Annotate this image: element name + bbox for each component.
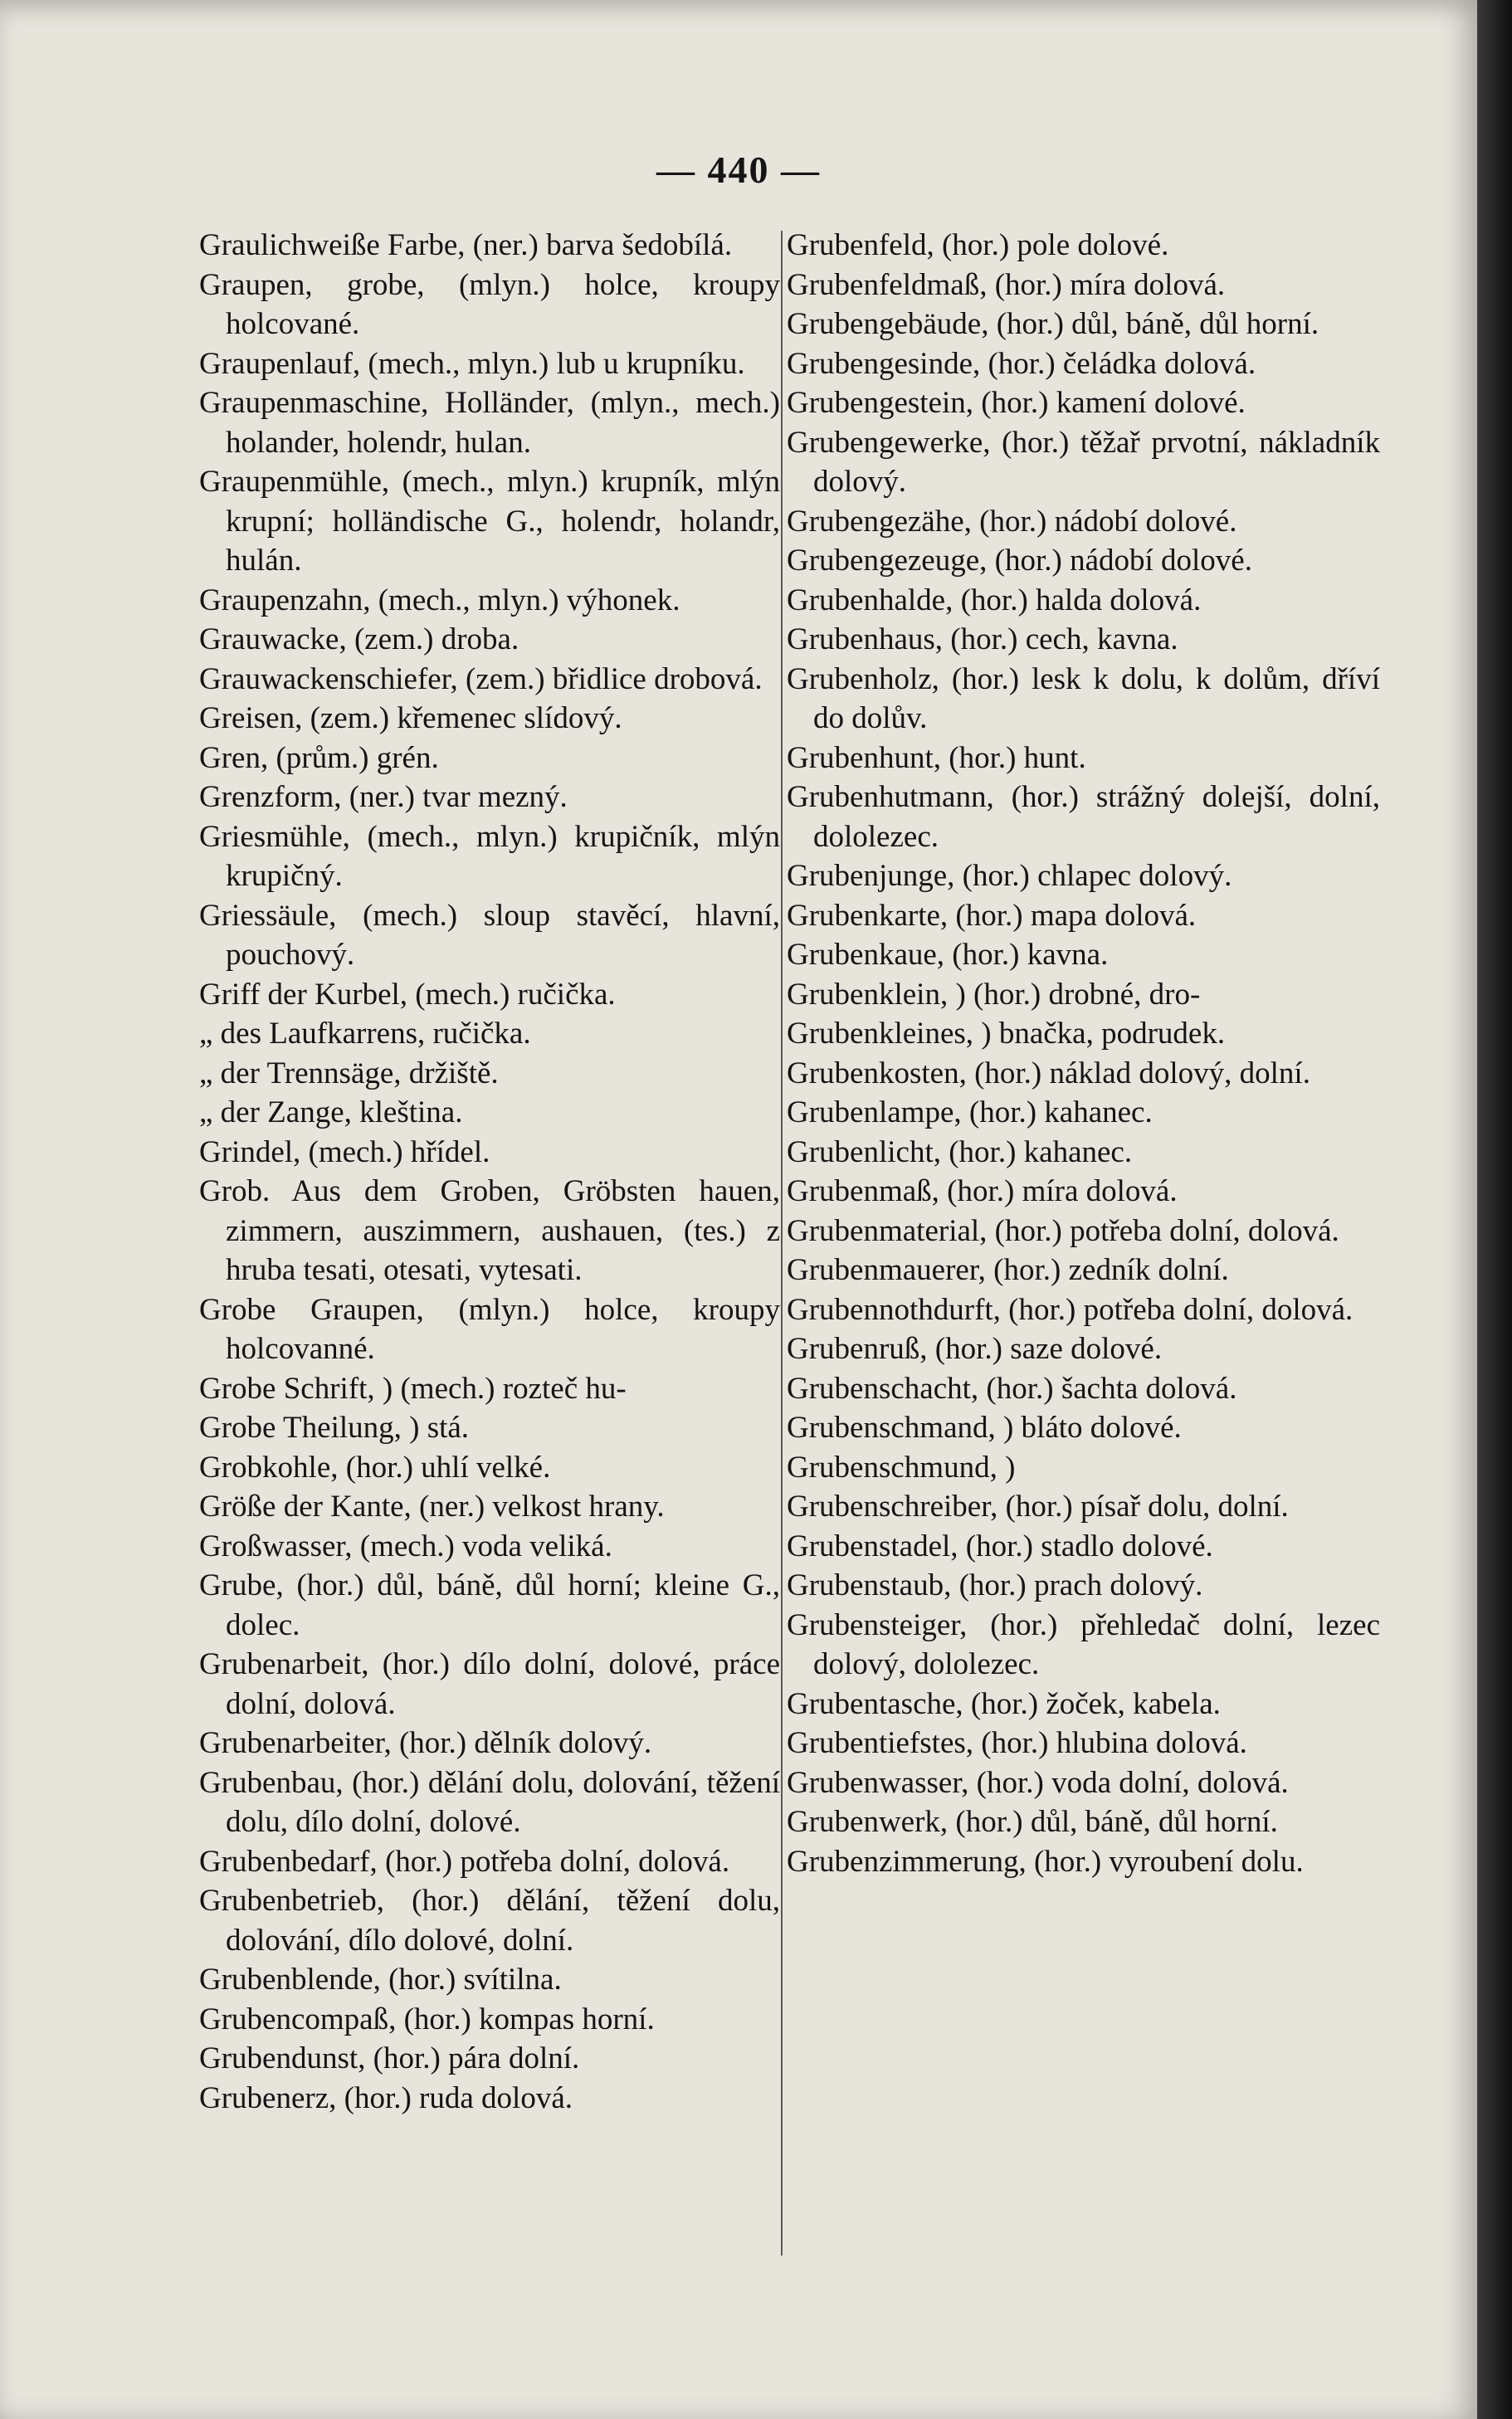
- dictionary-entry: Größe der Kante, (ner.) velkost hrany.: [199, 1490, 665, 1524]
- book-edge: [1477, 0, 1512, 2419]
- dictionary-entry: Grube, (hor.) důl, báně, důl horní; kleine G., dolec.: [199, 1568, 780, 1642]
- dictionary-entry: Grauwackenschiefer, (zem.) břidlice drobová.: [199, 661, 763, 696]
- column-divider: [781, 231, 783, 2256]
- dictionary-entry: Grubenmaß, (hor.) míra dolová.: [787, 1174, 1178, 1208]
- dictionary-entry: Grobe Schrift, ) (mech.) rozteč hu-: [199, 1371, 627, 1406]
- dictionary-entry: Graupen, grobe, (mlyn.) holce, kroupy holcované.: [199, 267, 780, 341]
- dictionary-entry: Grubenwerk, (hor.) důl, báně, důl horní.: [787, 1805, 1278, 1839]
- dictionary-entry: Grubenhunt, (hor.) hunt.: [787, 740, 1086, 775]
- dictionary-entry: Grubenzimmerung, (hor.) vyroubení dolu.: [787, 1844, 1304, 1879]
- dictionary-entry: Grubenstaub, (hor.) prach dolový.: [787, 1568, 1203, 1602]
- dictionary-entry: Graupenlauf, (mech., mlyn.) lub u krupníku.: [199, 346, 745, 381]
- dictionary-entry: Grubengebäude, (hor.) důl, báně, důl horní.: [787, 307, 1319, 341]
- dictionary-entry: Grubenkaue, (hor.) kavna.: [787, 938, 1109, 972]
- dictionary-entry: Grob. Aus dem Groben, Gröbsten hauen, zimmern, auszimmern, aushauen, (tes.) z hruba tesati, otesati, vytesati.: [199, 1174, 780, 1287]
- dictionary-entry: Grubenmauerer, (hor.) zedník dolní.: [787, 1253, 1229, 1287]
- dictionary-entry: Grenzform, (ner.) tvar mezný.: [199, 780, 568, 814]
- right-column: [787, 226, 1380, 1881]
- dictionary-entry: Grubenschacht, (hor.) šachta dolová.: [787, 1371, 1237, 1406]
- dictionary-entry: Grobe Theilung, ) stá.: [199, 1411, 470, 1445]
- dictionary-entry: Grubenstadel, (hor.) stadlo dolové.: [787, 1529, 1213, 1563]
- dictionary-entry: „ der Trennsäge, držiště.: [199, 1056, 499, 1090]
- dictionary-entry: Grubenschmund, ): [787, 1450, 1016, 1485]
- dictionary-entry: Grubensteiger, (hor.) přehledač dolní, lezec dolový, dololezec.: [787, 1607, 1380, 1681]
- dictionary-entry: Grubenbedarf, (hor.) potřeba dolní, dolová.: [199, 1844, 730, 1879]
- dictionary-entry: Grubenbau, (hor.) dělání dolu, dolování, těžení dolu, dílo dolní, dolové.: [199, 1765, 780, 1839]
- dictionary-entry: Grubenhalde, (hor.) halda dolová.: [787, 583, 1202, 617]
- dictionary-entry: Grubenkarte, (hor.) mapa dolová.: [787, 898, 1197, 933]
- dictionary-entry: Grubenerz, (hor.) ruda dolová.: [199, 2080, 573, 2115]
- dictionary-entry: Grindel, (mech.) hřídel.: [199, 1134, 490, 1169]
- dictionary-entry: Grubencompaß, (hor.) kompas horní.: [199, 2002, 655, 2036]
- dictionary-entry: Grubenlicht, (hor.) kahanec.: [787, 1134, 1133, 1169]
- dictionary-entry: Grubenhutmann, (hor.) strážný dolejší, dolní, dololezec.: [787, 780, 1380, 854]
- dictionary-entry: Grubenarbeiter, (hor.) dělník dolový.: [199, 1726, 652, 1760]
- dictionary-entry: Grubenmaterial, (hor.) potřeba dolní, dolová.: [787, 1213, 1339, 1248]
- dictionary-entry: Grubenruß, (hor.) saze dolové.: [787, 1332, 1163, 1366]
- dictionary-entry: Grauwacke, (zem.) droba.: [199, 622, 519, 656]
- dictionary-entry: Griessäule, (mech.) sloup stavěcí, hlavní, pouchový.: [199, 898, 780, 972]
- dictionary-entry: Grubentasche, (hor.) žoček, kabela.: [787, 1686, 1221, 1721]
- dictionary-entry: Grubengesinde, (hor.) čeládka dolová.: [787, 346, 1256, 381]
- dictionary-entry: Grubenlampe, (hor.) kahanec.: [787, 1095, 1153, 1129]
- dictionary-entry: Grubennothdurft, (hor.) potřeba dolní, dolová.: [787, 1292, 1353, 1327]
- dictionary-entry: Gren, (prům.) grén.: [199, 740, 439, 775]
- dictionary-entry: Grubengezeuge, (hor.) nádobí dolové.: [787, 544, 1252, 578]
- dictionary-entry: Graupenmaschine, Holländer, (mlyn., mech.) holander, holendr, hulan.: [199, 386, 780, 460]
- dictionary-entry: Grubenfeldmaß, (hor.) míra dolová.: [787, 267, 1226, 302]
- dictionary-entry: Graupenzahn, (mech., mlyn.) výhonek.: [199, 583, 680, 617]
- dictionary-entry: Griesmühle, (mech., mlyn.) krupičník, mlýn krupičný.: [199, 819, 780, 893]
- dictionary-entry: Grobkohle, (hor.) uhlí velké.: [199, 1450, 551, 1485]
- dictionary-entry: Großwasser, (mech.) voda veliká.: [199, 1529, 612, 1563]
- dictionary-entry: „ des Laufkarrens, ručička.: [199, 1017, 531, 1051]
- dictionary-entry: Greisen, (zem.) křemenec slídový.: [199, 701, 622, 735]
- page-number: — 440 —: [656, 149, 821, 191]
- dictionary-entry: Grubenbetrieb, (hor.) dělání, těžení dolu, dolování, dílo dolové, dolní.: [199, 1884, 780, 1958]
- dictionary-entry: Grubenjunge, (hor.) chlapec dolový.: [787, 859, 1232, 893]
- dictionary-entry: Grubenarbeit, (hor.) dílo dolní, dolové, práce dolní, dolová.: [199, 1647, 780, 1721]
- dictionary-entry: Graulichweiße Farbe, (ner.) barva šedobílá.: [199, 228, 733, 262]
- dictionary-entry: Grubenklein, ) (hor.) drobné, dro-: [787, 977, 1201, 1012]
- dictionary-entry: Grubenholz, (hor.) lesk k dolu, k dolům, dříví do dolův.: [787, 661, 1380, 735]
- dictionary-entry: Grubenwasser, (hor.) voda dolní, dolová.: [787, 1765, 1289, 1800]
- dictionary-entry: Grubenhaus, (hor.) cech, kavna.: [787, 622, 1178, 656]
- dictionary-entry: „ der Zange, kleština.: [199, 1095, 463, 1129]
- dictionary-entry: Grubentiefstes, (hor.) hlubina dolová.: [787, 1726, 1247, 1760]
- dictionary-entry: Grubenblende, (hor.) svítilna.: [199, 1963, 562, 1997]
- dictionary-entry: Grubenkleines, ) bnačka, podrudek.: [787, 1017, 1226, 1051]
- dictionary-entry: Grubenfeld, (hor.) pole dolové.: [787, 228, 1169, 262]
- dictionary-entry: Grubenschreiber, (hor.) písař dolu, dolní.: [787, 1490, 1289, 1524]
- left-column: [199, 226, 780, 2118]
- dictionary-entry: Grubendunst, (hor.) pára dolní.: [199, 2041, 580, 2075]
- dictionary-entry: Grobe Graupen, (mlyn.) holce, kroupy holcovanné.: [199, 1292, 780, 1366]
- dictionary-entry: Grubenschmand, ) bláto dolové.: [787, 1411, 1182, 1445]
- dictionary-entry: Graupenmühle, (mech., mlyn.) krupník, mlýn krupní; holländische G., holendr, holandr, hulán.: [199, 465, 780, 578]
- dictionary-entry: Grubengezähe, (hor.) nádobí dolové.: [787, 504, 1237, 539]
- dictionary-entry: Grubengewerke, (hor.) těžař prvotní, nákladník dolový.: [787, 425, 1380, 499]
- dictionary-entry: Grubengestein, (hor.) kamení dolové.: [787, 386, 1246, 420]
- dictionary-entry: Griff der Kurbel, (mech.) ručička.: [199, 977, 616, 1012]
- dictionary-entry: Grubenkosten, (hor.) náklad dolový, dolní.: [787, 1056, 1310, 1090]
